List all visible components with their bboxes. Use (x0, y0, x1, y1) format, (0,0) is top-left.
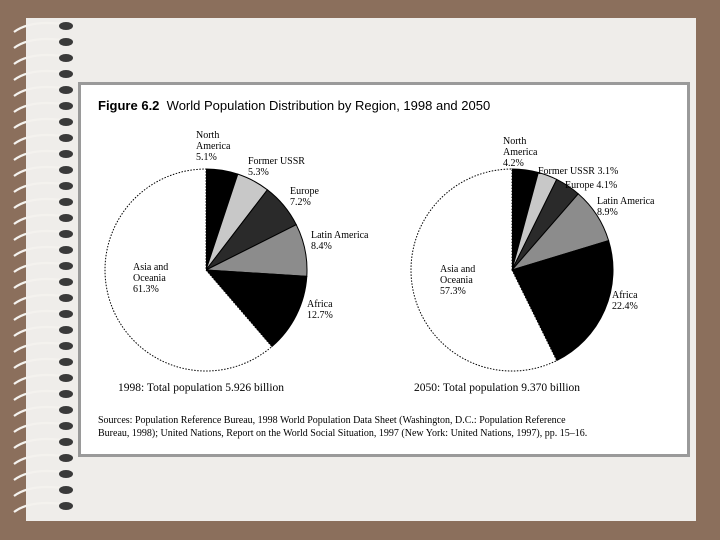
pie-chart-2 (411, 136, 655, 394)
slice-label-north-america: North America 4.2% (503, 136, 538, 169)
slice-label-former-ussr: Former USSR 3.1% (538, 166, 619, 177)
pie-chart-1 (105, 130, 369, 394)
slice-label-africa: Africa 12.7% (307, 299, 333, 321)
slice-label-latin-america: Latin America 8.4% (311, 230, 369, 252)
slice-label-asia-and-oceania: Asia and Oceania 61.3% (133, 262, 169, 295)
slice-label-north-america: North America 5.1% (196, 130, 231, 163)
slice-label-europe: Europe 4.1% (565, 180, 618, 191)
figure-title-text: World Population Distribution by Region, 1998 and 2050 (166, 98, 491, 113)
pie-caption: 1998: Total population 5.926 billion (118, 382, 285, 394)
slice-label-latin-america: Latin America 8.9% (597, 196, 655, 218)
slice-label-former-ussr: Former USSR 5.3% (248, 156, 305, 178)
slice-label-asia-and-oceania: Asia and Oceania 57.3% (440, 264, 476, 297)
figure-number: Figure 6.2 (98, 98, 160, 113)
slice-label-europe: Europe 7.2% (290, 186, 319, 208)
pie-caption: 2050: Total population 9.370 billion (414, 382, 581, 394)
sources-note (98, 414, 678, 440)
slice-label-africa: Africa 22.4% (612, 290, 638, 312)
sources-line-2: Bureau, 1998); United Nations, Report on the World Social Situation, 1997 (New York: United Nations, 1997), pp. 15–16. (98, 428, 588, 439)
sources-line-1: Sources: Population Reference Bureau, 1998 World Population Data Sheet (Washington, D.C.: Population Reference (98, 415, 566, 426)
